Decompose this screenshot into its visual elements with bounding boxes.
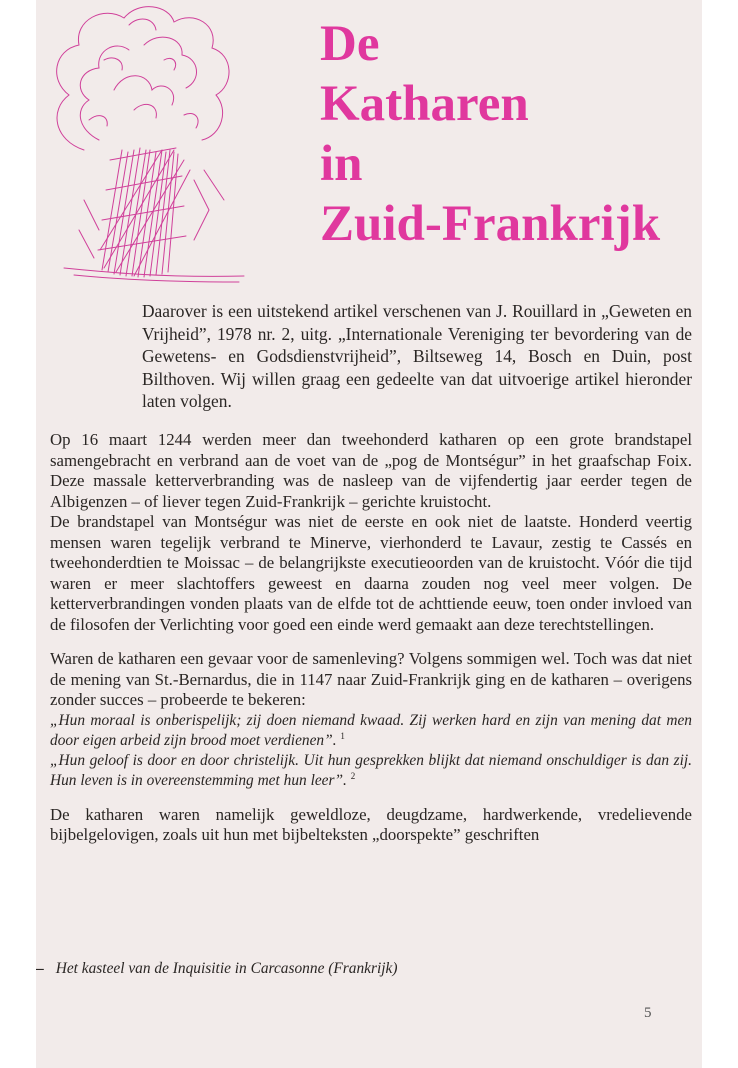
body-paragraph-3: Waren de katharen een gevaar voor de samenleving? Volgens sommigen wel. Toch was dat niet de mening van St.-Bernardus, die in 1147 naar Zuid-Frankrijk ging en de katharen – overigens zonder succes – probeerde te bekeren: bbox=[50, 649, 692, 709]
page bbox=[36, 0, 702, 1068]
caption-dash: – bbox=[36, 960, 44, 977]
title-line-2: Katharen bbox=[320, 76, 529, 132]
footnote-ref-1: 1 bbox=[340, 730, 345, 741]
intro-text: Daarover is een uitstekend artikel verschenen van J. Rouillard in „Geweten en Vrijheid”, 1978 nr. 2, uitg. „Internationale Vereniging ter bevordering van de Gewetens- en Godsdienstvrijheid”, Biltseweg 14, Bosch en Duin, post Bilthoven. Wij willen graag een gedeelte van dat uitvoerige artikel hieronder laten volgen. bbox=[142, 301, 692, 412]
body-paragraph-2: De brandstapel van Montségur was niet de eerste en ook niet de laatste. Honderd veertig mensen waren tegelijk verbrand te Minerve, vierhonderd te Lavaur, zestig te Cassés en tweehonderdtien te Moissac – de belangrijkste executieoorden van de kruistocht. Vóór die tijd waren er meer slachtoffers geweest en daarna zouden nog veel meer volgen. De ketterverbrandingen vonden plaats van de elfde tot de achttiende eeuw, toen onder invloed van de filosofen der Verlichting voor goed een einde werd gemaakt aan deze terechtstellingen. bbox=[50, 512, 692, 634]
article-title bbox=[320, 14, 690, 254]
article-body bbox=[50, 430, 692, 846]
image-caption bbox=[36, 960, 696, 978]
quote-1-text: „Hun moraal is onberispelijk; zij doen niemand kwaad. Zij werken hard en zijn van mening dat men door eigen arbeid zijn brood moet verdienen”. bbox=[50, 711, 692, 749]
title-line-3: in bbox=[320, 136, 363, 192]
castle-sketch-illustration bbox=[44, 0, 249, 290]
page-number: 5 bbox=[644, 1005, 652, 1021]
intro-paragraph bbox=[142, 300, 692, 413]
body-paragraph-4: De katharen waren namelijk geweldloze, deugdzame, hardwerkende, vredelievende bijbelgelovigen, zoals uit hun met bijbelteksten „doorspekte” geschriften bbox=[50, 804, 692, 844]
body-paragraph-1: Op 16 maart 1244 werden meer dan tweehonderd katharen op een grote brandstapel samengebracht en verbrand aan de voet van de „pog de Montségur” in het graafschap Foix. Deze massale ketterverbranding was de nasleep van de vijfendertig jaar eerder tegen de Albigenzen – of liever tegen Zuid-Frankrijk – gerichte kruistocht. bbox=[50, 430, 692, 511]
quote-2-text: „Hun geloof is door en door christelijk. Uit hun gesprekken blijkt dat niemand onschuldiger is dan zij. Hun leven is in overeenstemming met hun leer”. bbox=[50, 751, 692, 789]
title-line-4: Zuid-Frankrijk bbox=[320, 196, 661, 252]
quote-2 bbox=[50, 751, 692, 791]
caption-text: Het kasteel van de Inquisitie in Carcasonne (Frankrijk) bbox=[55, 960, 398, 977]
footnote-ref-2: 2 bbox=[350, 770, 356, 781]
quote-1 bbox=[50, 711, 692, 751]
title-line-1: De bbox=[320, 16, 380, 72]
